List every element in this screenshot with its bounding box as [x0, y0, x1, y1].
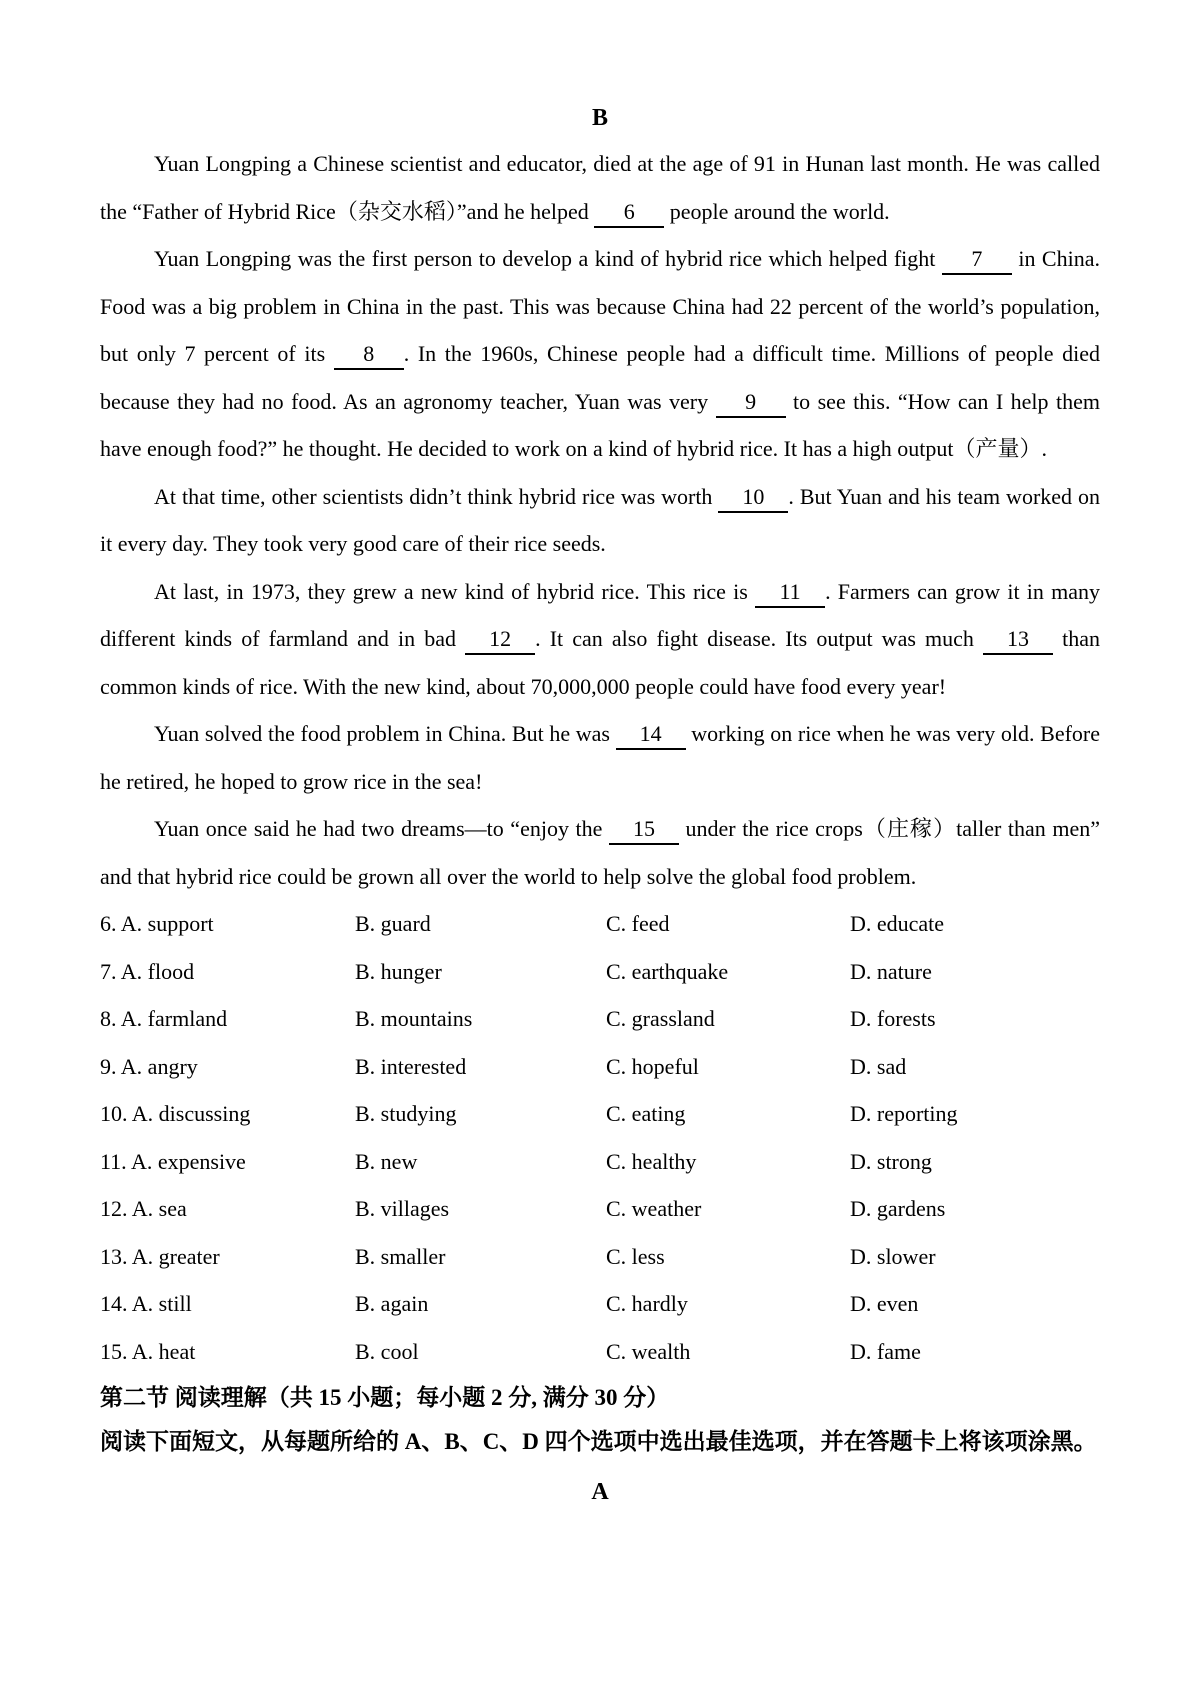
option-cell: 13. A. greater — [100, 1243, 220, 1269]
option-cell: B. smaller — [355, 1243, 446, 1269]
cloze-blank-14: 14 — [616, 723, 686, 750]
option-cell: 11. A. expensive — [100, 1148, 246, 1174]
option-cell: B. guard — [355, 911, 431, 936]
cloze-blank-7: 7 — [942, 248, 1012, 275]
cloze-blank-13: 13 — [983, 628, 1053, 655]
option-cell: 8. A. farmland — [100, 1006, 228, 1031]
option-cell: B. villages — [355, 1196, 450, 1221]
cloze-blank-10: 10 — [718, 486, 788, 513]
option-cell: 7. A. flood — [100, 958, 195, 984]
option-cell: D. reporting — [850, 1101, 958, 1126]
option-cell: 6. A. support — [100, 911, 214, 936]
cloze-blank-6: 6 — [594, 201, 664, 228]
cloze-blank-11: 11 — [755, 581, 825, 608]
option-cell: B. again — [355, 1291, 429, 1316]
option-cell: B. interested — [355, 1053, 467, 1079]
option-cell: 12. A. sea — [100, 1196, 187, 1221]
option-cell: C. grassland — [606, 1006, 715, 1031]
option-cell: C. hopeful — [606, 1053, 699, 1079]
passage-paragraph: Yuan Longping was the first person to develop a kind of hybrid rice which helped fight 7 in China. Food was a big problem in China in the past. This was because China had 22 percent of the world’s population, but only 7 percent of its 8 . In the 1960s, Chinese people had a difficult time. Millions of people died because they had no food. As an agronomy teacher, Yuan was very 9 to see this. “How can I help them have enough food?” he thought. He decided to work on a kind of hybrid rice. It has a high output（产量）. — [100, 246, 1100, 461]
option-cell: C. feed — [606, 911, 670, 936]
option-cell: B. cool — [355, 1338, 419, 1364]
cloze-blank-9: 9 — [716, 391, 786, 418]
option-cell: D. strong — [850, 1148, 932, 1174]
section2-title: 第二节 阅读理解（共 15 小题；每小题 2 分, 满分 30 分） — [100, 1385, 670, 1410]
option-cell: B. new — [355, 1148, 418, 1174]
passage-a-heading: A — [591, 1479, 609, 1505]
option-cell: D. even — [850, 1291, 919, 1316]
option-cell: C. wealth — [606, 1338, 691, 1364]
option-cell: D. educate — [850, 911, 945, 936]
option-cell: D. nature — [850, 958, 932, 984]
option-cell: 14. A. still — [100, 1291, 192, 1316]
passage-paragraph: At last, in 1973, they grew a new kind of hybrid rice. This rice is 11 . Farmers can grow it in many different kinds of farmland and in bad 12 . It can also fight disease. Its output was much 13 than common kinds of rice. With the new kind, about 70,000,000 people could have food every year! — [100, 578, 1100, 699]
option-row — [100, 900, 1100, 948]
passage-paragraph: At that time, other scientists didn’t think hybrid rice was worth 10 . But Yuan and his team worked on it every day. They took very good care of their rice seeds. — [100, 483, 1100, 556]
cloze-blank-8: 8 — [334, 343, 404, 370]
option-row — [100, 1138, 1100, 1186]
option-cell: D. slower — [850, 1243, 936, 1269]
option-cell: B. studying — [355, 1101, 457, 1126]
option-row — [100, 1090, 1100, 1138]
option-cell: 15. A. heat — [100, 1338, 196, 1364]
option-cell: C. eating — [606, 1101, 686, 1126]
option-cell: C. healthy — [606, 1148, 697, 1174]
option-row — [100, 948, 1100, 996]
option-row — [100, 1185, 1100, 1233]
option-cell: C. earthquake — [606, 958, 729, 984]
option-cell: C. less — [606, 1243, 665, 1269]
option-cell: 9. A. angry — [100, 1053, 198, 1079]
option-row — [100, 1043, 1100, 1091]
option-row — [100, 1328, 1100, 1376]
option-cell: C. hardly — [606, 1291, 688, 1316]
option-row — [100, 1233, 1100, 1281]
option-cell: D. gardens — [850, 1196, 946, 1221]
cloze-passage — [100, 140, 1100, 900]
option-cell: D. sad — [850, 1053, 907, 1079]
option-cell: B. mountains — [355, 1006, 473, 1031]
cloze-options-table — [100, 900, 1100, 1375]
option-cell: 10. A. discussing — [100, 1101, 251, 1126]
passage-paragraph: Yuan Longping a Chinese scientist and educator, died at the age of 91 in Hunan last month. He was called the “Father of Hybrid Rice（杂交水稻）”and he helped 6 people around the world. — [100, 140, 1100, 235]
passage-b-heading: B — [591, 105, 608, 131]
option-row — [100, 995, 1100, 1043]
option-row — [100, 1280, 1100, 1328]
option-cell: C. weather — [606, 1196, 702, 1221]
passage-paragraph: Yuan solved the food problem in China. But he was 14 working on rice when he was very old. Before he retired, he hoped to grow rice in the sea! — [100, 721, 1101, 794]
cloze-blank-12: 12 — [465, 628, 535, 655]
option-cell: D. fame — [850, 1338, 921, 1364]
option-cell: D. forests — [850, 1006, 936, 1031]
cloze-blank-15: 15 — [609, 818, 679, 845]
section2-instructions: 阅读下面短文，从每题所给的 A、B、C、D 四个选项中选出最佳选项，并在答题卡上将该项涂黑。 — [100, 1429, 1097, 1454]
option-cell: B. hunger — [355, 958, 442, 984]
passage-paragraph: Yuan once said he had two dreams—to “enjoy the 15 under the rice crops（庄稼）taller than men” and that hybrid rice could be grown all over the world to help solve the global food problem. — [100, 816, 1100, 889]
